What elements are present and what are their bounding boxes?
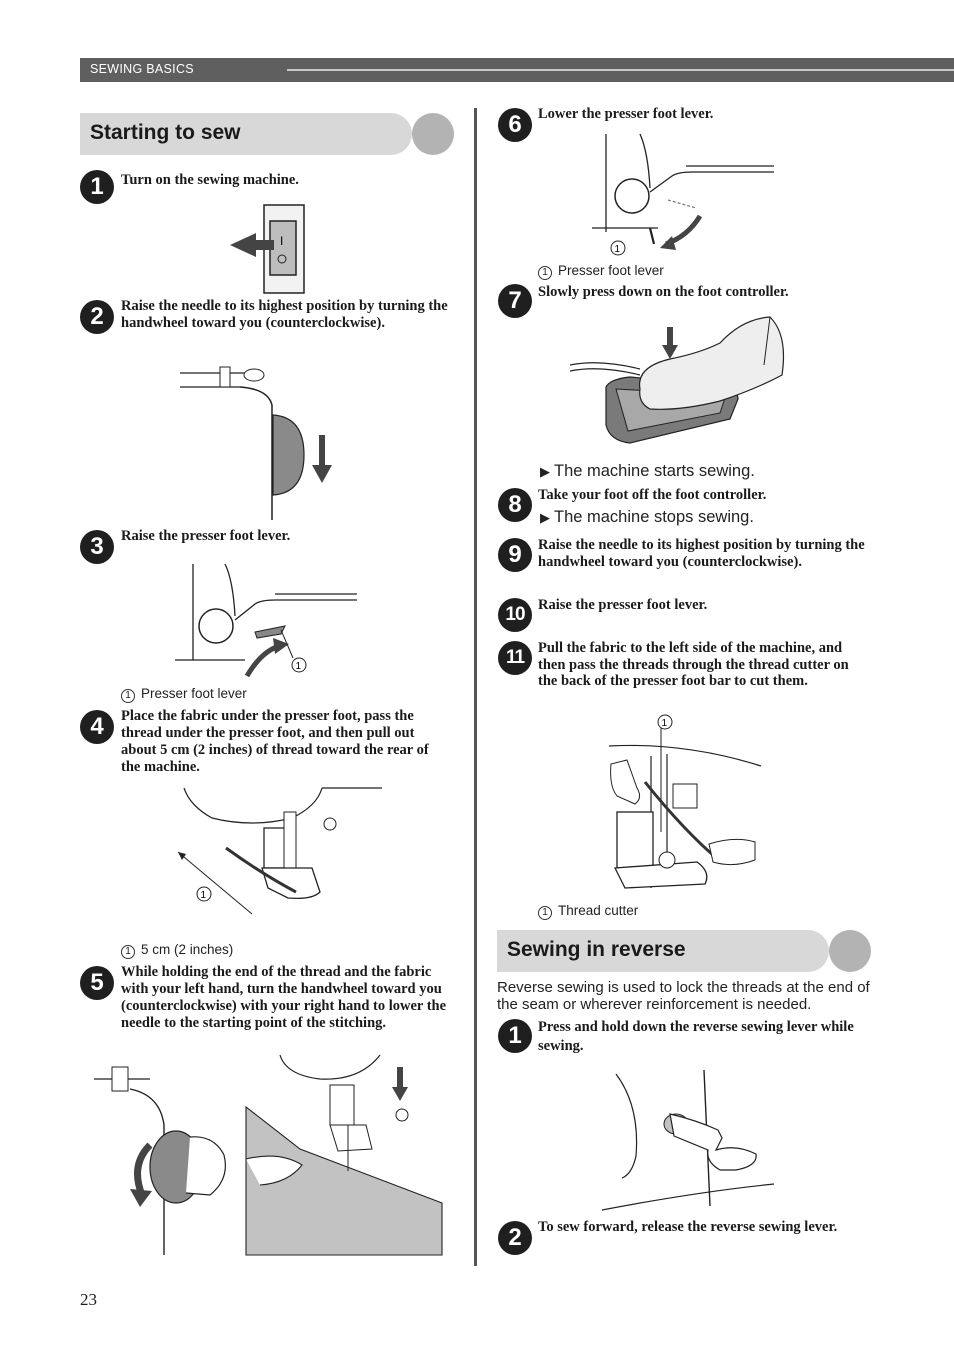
caption-5cm: [121, 942, 233, 959]
callout-marker: 1: [200, 890, 207, 901]
step-text-5: While holding the end of the thread and the fabric with your left hand, turn the handwheel toward you (counterclockwise) with your right hand to lower the needle to the starting point of the stitching.: [121, 964, 447, 1031]
callout-marker: 1: [614, 244, 621, 255]
page-number: 23: [80, 1290, 97, 1309]
caption-text: 5 cm (2 inches): [141, 942, 234, 957]
result-starts-sewing: [540, 462, 755, 481]
result-arrow-icon: ▶: [540, 510, 550, 525]
power-switch-illustration: [230, 203, 310, 295]
step-text-3: Raise the presser foot lever.: [121, 528, 291, 544]
step-badge-11: 11: [498, 641, 532, 675]
caption-presser-foot-lever-right: [538, 263, 664, 280]
callout-number: 1: [121, 945, 135, 959]
reverse-lever-illustration: [596, 1066, 776, 1214]
reverse-step-badge-2: 2: [498, 1221, 532, 1255]
step-badge-9: 9: [498, 538, 532, 572]
header-rule: [287, 69, 954, 71]
caption-thread-cutter: [538, 903, 638, 920]
step-text-1: Turn on the sewing machine.: [121, 172, 299, 188]
reverse-step-text-1: Press and hold down the reverse sewing lever while sewing.: [538, 1019, 854, 1054]
step-badge-4: 4: [80, 710, 114, 744]
caption-text: Presser foot lever: [141, 686, 247, 701]
caption-text: Presser foot lever: [558, 263, 664, 278]
step-badge-10: 10: [498, 598, 532, 632]
title-cap: [412, 113, 454, 155]
step-badge-2: 2: [80, 300, 114, 334]
section-title-text: Sewing in reverse: [507, 938, 686, 961]
step-badge-6: 6: [498, 108, 532, 142]
handwheel-illustration: [180, 365, 340, 525]
reverse-step-badge-1: 1: [498, 1019, 532, 1053]
step-text-10: Raise the presser foot lever.: [538, 597, 708, 613]
section-title-sewing-in-reverse: [497, 930, 871, 972]
title-cap: [829, 930, 871, 972]
caption-presser-foot-lever-left: [121, 686, 247, 703]
hold-fabric-turn-handwheel-illustration: [90, 1055, 445, 1260]
section-header-bar: [80, 58, 954, 82]
step-text-2: Raise the needle to its highest position by turning the handwheel toward you (counterclockwise).: [121, 298, 448, 331]
reverse-intro-text: Reverse sewing is used to lock the threads at the end of the seam or wherever reinforcement is needed.: [497, 979, 870, 1013]
thread-cutter-illustration: [605, 712, 765, 892]
callout-marker: 1: [295, 661, 302, 672]
callout-number: 1: [538, 906, 552, 920]
reverse-step-text-2: To sew forward, release the reverse sewing lever.: [538, 1219, 838, 1235]
section-title-starting-to-sew: [80, 113, 454, 155]
section-label: SEWING BASICS: [90, 62, 194, 76]
step-text-6: Lower the presser foot lever.: [538, 106, 714, 122]
svg-text:I: I: [280, 234, 284, 248]
foot-controller-illustration: [570, 315, 795, 455]
caption-text: Thread cutter: [558, 903, 639, 918]
step-badge-3: 3: [80, 530, 114, 564]
step-text-9: Raise the needle to its highest position by turning the handwheel toward you (counterclockwise).: [538, 537, 865, 570]
step-badge-7: 7: [498, 284, 532, 318]
step-text-7: Slowly press down on the foot controller.: [538, 284, 789, 300]
result-arrow-icon: ▶: [540, 464, 550, 479]
step-text-8: Take your foot off the foot controller.: [538, 487, 767, 503]
callout-number: 1: [121, 689, 135, 703]
fabric-thread-illustration: [172, 788, 382, 928]
result-text: The machine starts sewing.: [554, 462, 755, 480]
step-badge-8: 8: [498, 488, 532, 522]
result-text: The machine stops sewing.: [554, 508, 754, 526]
step-text-4: Place the fabric under the presser foot, pass the thread under the presser foot, and then pull out about 5 cm (2 inches) of thread toward the rear of the machine.: [121, 708, 429, 775]
callout-number: 1: [538, 266, 552, 280]
result-stops-sewing: [540, 508, 754, 527]
callout-marker: 1: [661, 718, 668, 729]
presser-foot-lever-raise-illustration: [175, 560, 360, 680]
step-text-11: Pull the fabric to the left side of the machine, and then pass the threads through the thread cutter on the back of the presser foot bar to cut them.: [538, 640, 849, 690]
column-divider: [474, 108, 477, 1266]
section-title-text: Starting to sew: [90, 121, 241, 144]
presser-foot-lever-lower-illustration: [592, 132, 777, 260]
step-badge-5: 5: [80, 966, 114, 1000]
step-badge-1: 1: [80, 170, 114, 204]
